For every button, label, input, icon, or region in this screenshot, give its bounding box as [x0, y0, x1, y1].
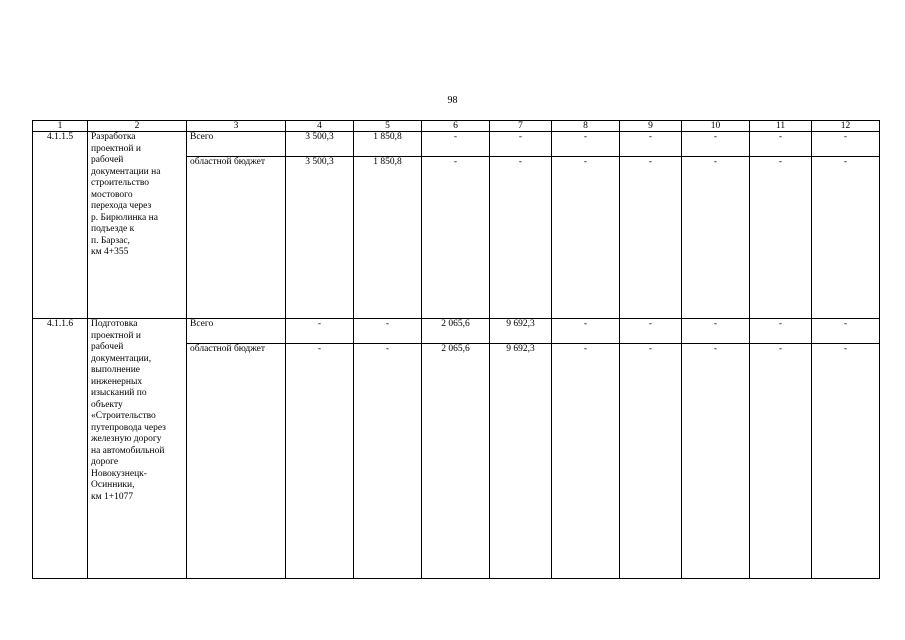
- table-cell: -: [552, 157, 620, 319]
- column-number: 2: [88, 121, 187, 132]
- table-cell: -: [552, 344, 620, 579]
- table-cell: -: [750, 157, 812, 319]
- column-number: 4: [286, 121, 354, 132]
- table-cell: -: [620, 319, 682, 344]
- table-cell: -: [552, 319, 620, 344]
- table-cell: -: [750, 344, 812, 579]
- column-number: 3: [187, 121, 286, 132]
- table-cell: -: [620, 132, 682, 157]
- column-number: 12: [812, 121, 880, 132]
- table-cell: -: [750, 319, 812, 344]
- table-row: [33, 132, 880, 157]
- table-cell: -: [682, 132, 750, 157]
- table-cell: -: [620, 157, 682, 319]
- table-cell: 3 500,3: [286, 157, 354, 319]
- funding-source: областной бюджет: [187, 344, 286, 579]
- table-cell: 1 850,8: [354, 157, 422, 319]
- budget-table: [32, 120, 880, 579]
- item-name: Подготовка проектной и рабочей документации, выполнение инженерных изысканий по объекту «Строительство путепровода через железную дорогу на автомобильной дороге Новокузнецк- Осинники, км 1+1077: [88, 319, 187, 579]
- table-cell: -: [620, 344, 682, 579]
- table-cell: -: [812, 157, 880, 319]
- table-cell: -: [422, 157, 490, 319]
- funding-source: Всего: [187, 132, 286, 157]
- table-cell: -: [682, 319, 750, 344]
- column-number: 11: [750, 121, 812, 132]
- table-cell: -: [682, 344, 750, 579]
- table-cell: 9 692,3: [490, 319, 552, 344]
- table-cell: -: [286, 344, 354, 579]
- table-cell: -: [286, 319, 354, 344]
- table-cell: 9 692,3: [490, 344, 552, 579]
- table-cell: -: [812, 344, 880, 579]
- column-number-row: [33, 121, 880, 132]
- table-cell: 3 500,3: [286, 132, 354, 157]
- column-number: 8: [552, 121, 620, 132]
- table-cell: -: [490, 157, 552, 319]
- table-cell: -: [750, 132, 812, 157]
- table-cell: -: [354, 319, 422, 344]
- table-cell: -: [490, 132, 552, 157]
- funding-source: областной бюджет: [187, 157, 286, 319]
- item-name: Разработка проектной и рабочей документации на строительство мостового перехода через р. Бирюлинка на подъезде к п. Барзас, км 4+355: [88, 132, 187, 319]
- table-cell: -: [552, 132, 620, 157]
- table-cell: -: [812, 319, 880, 344]
- column-number: 9: [620, 121, 682, 132]
- item-code: 4.1.1.6: [33, 319, 88, 579]
- column-number: 5: [354, 121, 422, 132]
- column-number: 6: [422, 121, 490, 132]
- column-number: 1: [33, 121, 88, 132]
- column-number: 10: [682, 121, 750, 132]
- item-code: 4.1.1.5: [33, 132, 88, 319]
- page-number: 98: [447, 95, 458, 106]
- table-row: [33, 319, 880, 344]
- table-cell: 2 065,6: [422, 344, 490, 579]
- table-cell: -: [812, 132, 880, 157]
- table-cell: -: [682, 157, 750, 319]
- table-cell: -: [354, 344, 422, 579]
- column-number: 7: [490, 121, 552, 132]
- table-cell: 1 850,8: [354, 132, 422, 157]
- funding-source: Всего: [187, 319, 286, 344]
- table-cell: 2 065,6: [422, 319, 490, 344]
- table-cell: -: [422, 132, 490, 157]
